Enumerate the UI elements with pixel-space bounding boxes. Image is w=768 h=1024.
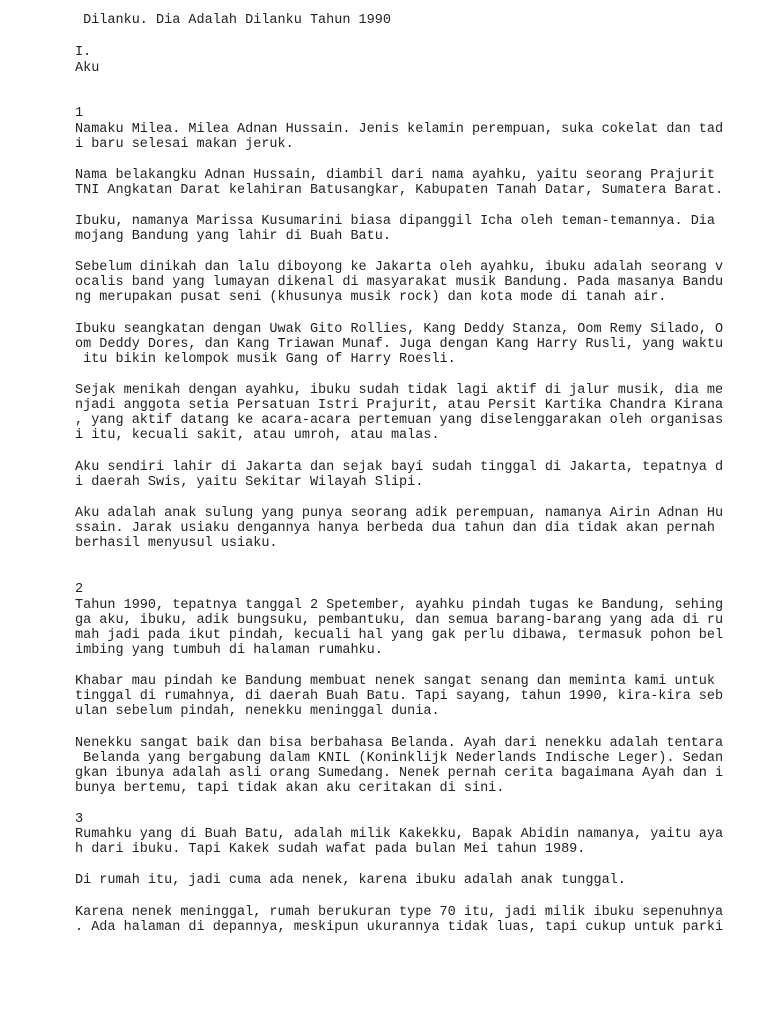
paragraph-line: Khabar mau pindah ke Bandung membuat nenek sangat senang dan meminta kami untuk (75, 674, 716, 689)
paragraph-line: bunya bertemu, tapi tidak akan aku ceritakan di sini. (75, 781, 505, 796)
paragraph-line: Rumahku yang di Buah Batu, adalah milik Kakekku, Bapak Abidin namanya, yaitu aya (75, 827, 724, 842)
paragraph-line: TNI Angkatan Darat kelahiran Batusangkar, Kabupaten Tanah Datar, Sumatera Barat. (75, 183, 724, 198)
paragraph-line: tinggal di rumahnya, di daerah Buah Batu. Tapi sayang, tahun 1990, kira-kira seb (75, 689, 724, 704)
paragraph-line: berhasil menyusul usiaku. (75, 536, 278, 551)
paragraph-line: Aku adalah anak sulung yang punya seorang adik perempuan, namanya Airin Adnan Hu (75, 506, 724, 521)
paragraph-line: Namaku Milea. Milea Adnan Hussain. Jenis kelamin perempuan, suka cokelat dan tad (75, 122, 724, 137)
paragraph-line: njadi anggota setia Persatuan Istri Prajurit, atau Persit Kartika Chandra Kirana (75, 398, 724, 413)
paragraph-line: i daerah Swis, yaitu Sekitar Wilayah Slipi. (75, 475, 424, 490)
paragraph-line: Tahun 1990, tepatnya tanggal 2 Spetember, ayahku pindah tugas ke Bandung, sehing (75, 598, 724, 613)
paragraph-line: Ibuku seangkatan dengan Uwak Gito Rollies, Kang Deddy Stanza, Oom Remy Silado, O (75, 322, 724, 337)
paragraph-line: Ibuku, namanya Marissa Kusumarini biasa dipanggil Icha oleh teman-temannya. Dia (75, 214, 716, 229)
document-title: Dilanku. Dia Adalah Dilanku Tahun 1990 (75, 13, 391, 28)
paragraph-line: imbing yang tumbuh di halaman rumahku. (75, 643, 383, 658)
paragraph-line: Nenekku sangat baik dan bisa berbahasa Belanda. Ayah dari nenekku adalah tentara (75, 736, 724, 751)
paragraph-line: Sebelum dinikah dan lalu diboyong ke Jakarta oleh ayahku, ibuku adalah seorang v (75, 260, 724, 275)
paragraph-line: itu bikin kelompok musik Gang of Harry Roesli. (75, 352, 456, 367)
paragraph-line: Di rumah itu, jadi cuma ada nenek, karena ibuku adalah anak tunggal. (75, 873, 626, 888)
paragraph-line: mah jadi pada ikut pindah, kecuali hal yang gak perlu dibawa, termasuk pohon bel (75, 628, 724, 643)
paragraph-line: . Ada halaman di depannya, meskipun ukurannya tidak luas, tapi cukup untuk parki (75, 920, 724, 935)
paragraph-line: mojang Bandung yang lahir di Buah Batu. (75, 229, 391, 244)
paragraph-line: Aku sendiri lahir di Jakarta dan sejak bayi sudah tinggal di Jakarta, tepatnya d (75, 460, 724, 475)
paragraph-line: ulan sebelum pindah, nenekku meninggal dunia. (75, 704, 440, 719)
paragraph-line: Nama belakangku Adnan Hussain, diambil dari nama ayahku, yaitu seorang Prajurit (75, 168, 716, 183)
paragraph-line: ssain. Jarak usiaku dengannya hanya berbeda dua tahun dan dia tidak akan pernah (75, 521, 716, 536)
paragraph-line: i itu, kecuali sakit, atau umroh, atau malas. (75, 428, 440, 443)
part-number: I. (75, 45, 92, 60)
paragraph-line: h dari ibuku. Tapi Kakek sudah wafat pada bulan Mei tahun 1989. (75, 842, 586, 857)
section-number: 2 (75, 582, 84, 597)
section-number: 1 (75, 106, 84, 121)
paragraph-line: om Deddy Dores, dan Kang Triawan Munaf. Juga dengan Kang Harry Rusli, yang waktu (75, 337, 724, 352)
paragraph-line: Karena nenek meninggal, rumah berukuran type 70 itu, jadi milik ibuku sepenuhnya (75, 905, 724, 920)
paragraph-line: , yang aktif datang ke acara-acara pertemuan yang diselenggarakan oleh organisas (75, 413, 724, 428)
section-number: 3 (75, 812, 84, 827)
paragraph-line: Sejak menikah dengan ayahku, ibuku sudah tidak lagi aktif di jalur musik, dia me (75, 383, 724, 398)
paragraph-line: ng merupakan pusat seni (khusunya musik rock) dan kota mode di tanah air. (75, 290, 667, 305)
paragraph-line: ocalis band yang lumayan dikenal di masyarakat musik Bandung. Pada masanya Bandu (75, 275, 724, 290)
paragraph-line: ga aku, ibuku, adik bungsuku, pembantuku, dan semua barang-barang yang ada di ru (75, 613, 724, 628)
part-title: Aku (75, 61, 100, 76)
paragraph-line: i baru selesai makan jeruk. (75, 137, 294, 152)
paragraph-line: Belanda yang bergabung dalam KNIL (Koninklijk Nederlands Indische Leger). Sedan (75, 751, 724, 766)
paragraph-line: gkan ibunya adalah asli orang Sumedang. Nenek pernah cerita bagaimana Ayah dan i (75, 766, 724, 781)
